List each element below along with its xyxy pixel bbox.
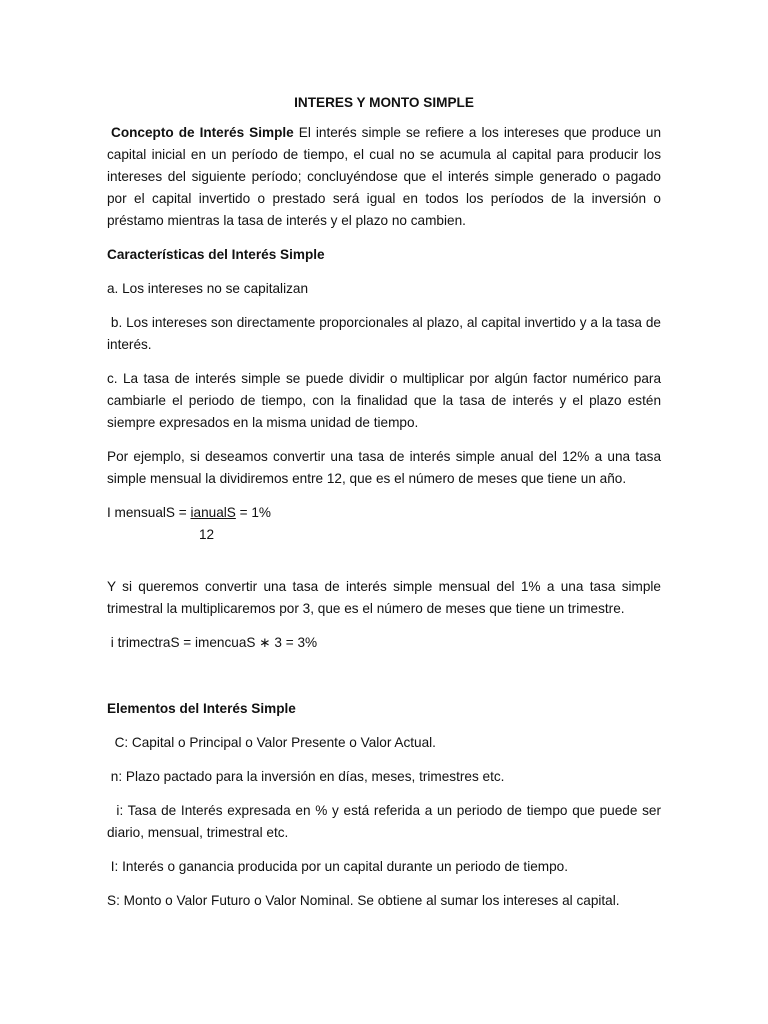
- caracteristica-a: a. Los intereses no se capitalizan: [107, 281, 309, 296]
- formula-mensual-denominator: 12: [199, 527, 215, 542]
- formula-trimestral: i trimectraS = imencuaS ∗ 3 = 3%: [107, 635, 318, 650]
- elemento-tasa: i: Tasa de Interés expresada en % y está referida a un periodo de tiempo que puede ser diario, mensual, trimestral etc.: [107, 803, 665, 840]
- document-body: [107, 92, 665, 924]
- concepto-lead: Concepto de Interés Simple: [111, 125, 294, 140]
- formula-mensual-line: [107, 502, 661, 524]
- formula-mensual-prefix: I mensualS =: [107, 505, 191, 520]
- trimestral-paragraph: Y si queremos convertir una tasa de interés simple mensual del 1% a una tasa simple trimestral la multiplicaremos por 3, que es el número de meses que tiene un trimestre.: [107, 579, 661, 616]
- formula-mensual: [107, 502, 661, 546]
- elementos-heading: Elementos del Interés Simple: [107, 701, 296, 716]
- ejemplo-paragraph: Por ejemplo, si deseamos convertir una tasa de interés simple anual del 12% a una tasa simple mensual la dividiremos entre 12, que es el número de meses que tiene un año.: [107, 449, 661, 486]
- elemento-capital: C: Capital o Principal o Valor Presente o Valor Actual.: [107, 735, 436, 750]
- caracteristicas-heading: Características del Interés Simple: [107, 247, 325, 262]
- formula-mensual-numerator: ianualS: [190, 505, 236, 520]
- concepto-paragraph: [107, 122, 665, 232]
- formula-mensual-suffix: = 1%: [235, 505, 271, 520]
- elemento-monto: S: Monto o Valor Futuro o Valor Nominal. Se obtiene al sumar los intereses al capital.: [107, 893, 620, 908]
- caracteristica-c: c. La tasa de interés simple se puede dividir o multiplicar por algún factor numérico para cambiarle el periodo de tiempo, con la finalidad que la tasa de interés y el plazo estén siempre expresados en la misma unidad de tiempo.: [107, 371, 661, 430]
- elemento-plazo: n: Plazo pactado para la inversión en días, meses, trimestres etc.: [107, 769, 505, 784]
- caracteristica-b: b. Los intereses son directamente proporcionales al plazo, al capital invertido y a la tasa de interés.: [107, 315, 665, 352]
- elemento-interes: I: Interés o ganancia producida por un capital durante un periodo de tiempo.: [107, 859, 568, 874]
- concepto-text: El interés simple se refiere a los intereses que produce un capital inicial en un período de tiempo, el cual no se acumula al capital para producir los intereses del siguiente período; concluyéndose que el interés simple generado o pagado por el capital invertido o prestado será igual en todos los períodos de la inversión o préstamo mientras la tasa de interés y el plazo no cambien.: [107, 125, 665, 228]
- document-title: INTERES Y MONTO SIMPLE: [294, 95, 474, 110]
